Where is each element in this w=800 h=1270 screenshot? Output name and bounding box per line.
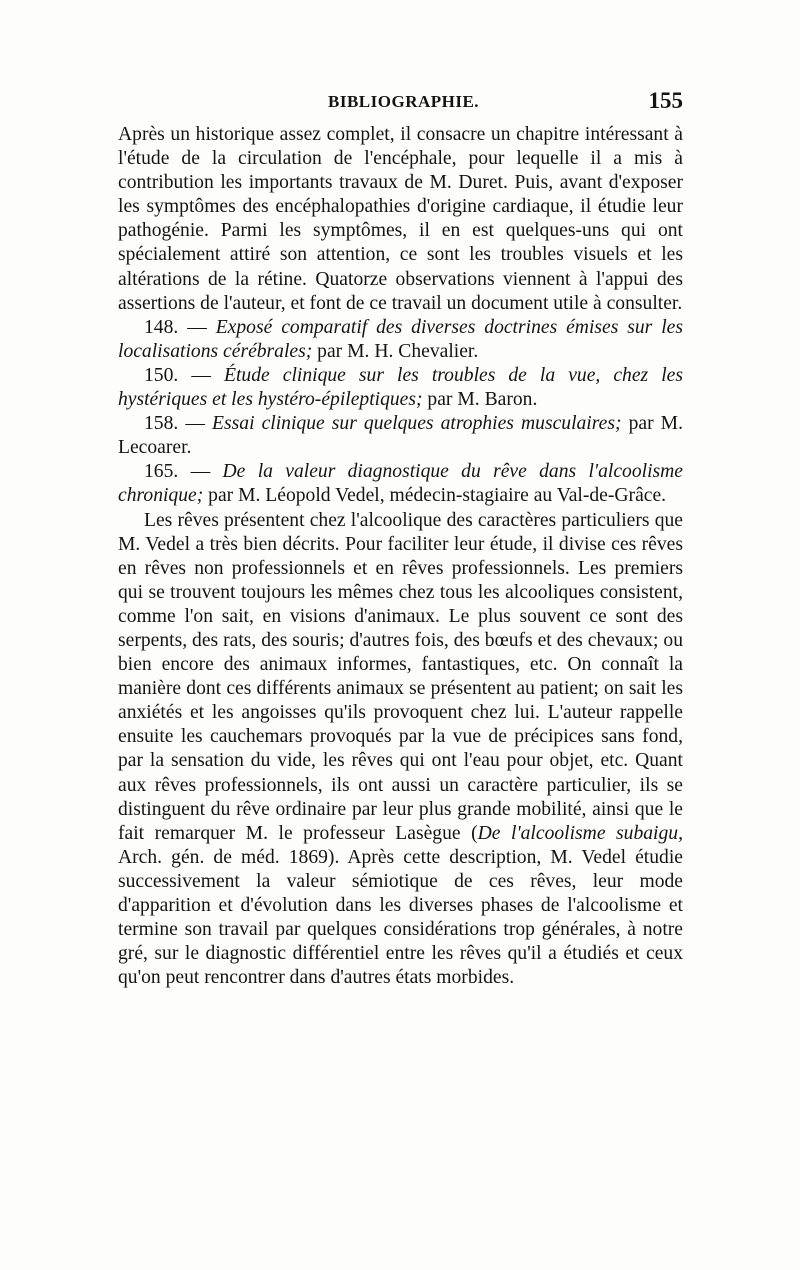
entry-number: 150. bbox=[144, 364, 179, 386]
entry-author: par M. Lecoarer. bbox=[118, 413, 683, 459]
entry-dash: — bbox=[178, 364, 224, 386]
paragraph-text-continued: Arch. gén. de méd. 1869). Après cette description, M. Vedel étudie successivement la valeur sémiotique de ces rêves, leur mode d'apparition et d'évolution dans les diverses phases de l'alcoolisme et termine son travail par quelques considérations trop générales, à notre gré, sur le diagnostic différentiel entre les rêves qu'il a étudiés et ceux qu'on peut rencontrer dans d'autres états morbides. bbox=[118, 846, 683, 989]
bibliography-entry-165 bbox=[118, 460, 683, 508]
paragraph-alcoholic-dreams bbox=[118, 509, 683, 991]
body-text bbox=[118, 123, 683, 990]
paragraph-text: Les rêves présentent chez l'alcoolique des caractères particuliers que M. Vedel a très bien décrits. Pour faciliter leur étude, il divise ces rêves en rêves non professionnels et en rêves professionnels. Les premiers qui se trouvent toujours les mêmes chez tous les alcooliques consistent, comme l'on sait, en visions d'animaux. Le plus souvent ce sont des serpents, des rats, des souris; d'autres fois, des bœufs et des chevaux; ou bien encore des animaux informes, fantastiques, etc. On connaît la manière dont ces différents animaux se présentent au patient; on sait les anxiétés et les angoisses qu'ils provoquent chez lui. L'auteur rappelle ensuite les cauchemars provoqués par la vue de précipices sans fond, par la sensation du vide, les rêves qui ont l'eau pour objet, etc. Quant aux rêves professionnels, ils ont aussi un caractère particulier, ils se distinguent du rêve ordinaire par leur plus grande mobilité, ainsi que le fait remarquer M. le professeur Lasègue ( bbox=[118, 509, 683, 844]
entry-dash: — bbox=[178, 461, 223, 483]
entry-number: 158. bbox=[144, 413, 179, 435]
bibliography-entry-148 bbox=[118, 316, 683, 364]
entry-title: Essai clinique sur quelques atrophies musculaires; bbox=[212, 413, 622, 435]
entry-dash: — bbox=[178, 316, 216, 338]
entry-author: par M. Léopold Vedel, médecin-stagiaire au Val-de-Grâce. bbox=[203, 485, 667, 507]
bibliography-entry-158 bbox=[118, 412, 683, 460]
entry-author: par M. H. Chevalier. bbox=[312, 340, 479, 362]
entry-title: Exposé comparatif des diverses doctrines émises sur les localisations cérébrales; bbox=[118, 316, 683, 362]
paragraph-cardiac-encephalopathy: Après un historique assez complet, il consacre un chapitre intéressant à l'étude de la circulation de l'encéphale, pour lequelle il a mis à contribution les importants travaux de M. Duret. Puis, avant d'exposer les symptômes des encéphalopathies d'origine cardiaque, il étudie leur pathogénie. Parmi les symptômes, il en est quelques-uns qui ont spécialement attiré son attention, ce sont les troubles visuels et les altérations de la rétine. Quatorze observations viennent à l'appui des assertions de l'auteur, et font de ce travail un document utile à consulter. bbox=[118, 124, 683, 314]
entry-title: De la valeur diagnostique du rêve dans l'alcoolisme chronique; bbox=[118, 461, 683, 507]
running-head bbox=[118, 88, 683, 118]
entry-number: 148. bbox=[144, 316, 179, 338]
entry-dash: — bbox=[178, 413, 213, 435]
entry-number: 165. bbox=[144, 461, 179, 483]
bibliography-entry-150 bbox=[118, 364, 683, 412]
citation-title: De l'alcoolisme subaigu, bbox=[477, 822, 683, 844]
entry-title: Étude clinique sur les troubles de la vue, chez les hystériques et les hystéro-épileptiques; bbox=[118, 364, 683, 411]
entry-author: par M. Baron. bbox=[422, 389, 538, 411]
page-number: 155 bbox=[648, 88, 683, 113]
running-title: BIBLIOGRAPHIE. bbox=[328, 92, 480, 111]
